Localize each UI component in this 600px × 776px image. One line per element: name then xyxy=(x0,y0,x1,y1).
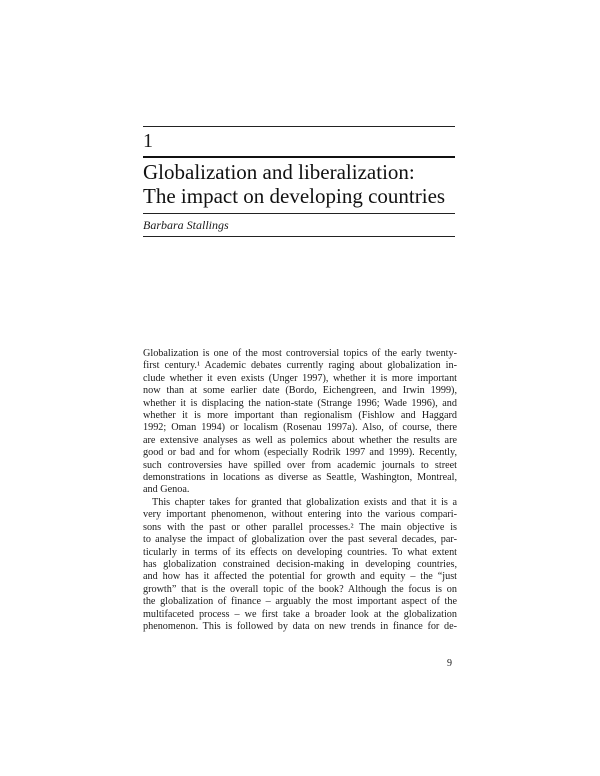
text-line: clude whether it even exists (Unger 1997), whether it is more important xyxy=(143,372,457,384)
text-line: Globalization is one of the most controversial topics of the early twenty- xyxy=(143,348,457,359)
paragraph xyxy=(143,348,457,497)
text-line: and Genoa. xyxy=(143,484,190,496)
text-line: and how has it affected the potential for growth and equity – the “just xyxy=(143,571,457,583)
text-line: whether it is displacing the nation-state (Strange 1996; Wade 1996), and xyxy=(143,397,457,409)
text-line: multifaceted process – we first take a broader look at the globalization xyxy=(143,608,457,620)
text-line: ticularly in terms of its effects on developing countries. To what extent xyxy=(143,546,457,558)
body-text xyxy=(143,348,457,633)
text-line: sons with the past or other parallel processes.² The main objective is xyxy=(143,521,457,533)
text-line: first century.¹ Academic debates currently raging about globalization in- xyxy=(143,360,457,372)
chapter-title-line: Globalization and liberalization: xyxy=(143,160,415,184)
paragraph xyxy=(143,497,457,633)
chapter-rule xyxy=(143,156,455,158)
text-line: whether it is more important than regionalism (Fishlow and Haggard xyxy=(143,410,457,422)
text-line: growth” that is the overall topic of the book? Although the focus is on xyxy=(143,583,457,595)
page-number: 9 xyxy=(447,658,452,669)
chapter-title xyxy=(143,160,463,208)
text-line: This chapter takes for granted that globalization exists and that it is a xyxy=(152,496,457,508)
text-line: good or bad and for whom (especially Rodrik 1997 and 1999). Recently, xyxy=(143,447,457,459)
text-line: such controversies have spilled over from academic journals to street xyxy=(143,459,457,471)
text-line: very important phenomenon, without entering into the various compari- xyxy=(143,509,457,521)
title-rule xyxy=(143,213,455,214)
text-line: has globalization constrained decision-making in developing countries, xyxy=(143,558,457,570)
text-line: phenomenon. This is followed by data on new trends in finance for de- xyxy=(143,620,457,632)
top-rule xyxy=(143,126,455,127)
text-line: 1992; Oman 1994) or localism (Rosenau 1997a). Also, of course, there xyxy=(143,422,457,434)
chapter-number: 1 xyxy=(143,130,153,152)
text-line: now than at some earlier date (Bordo, Eichengreen, and Irwin 1999), xyxy=(143,385,457,397)
author-name: Barbara Stallings xyxy=(143,218,229,232)
text-line: the globalization of finance – arguably the most important aspect of the xyxy=(143,596,457,608)
chapter-title-line: The impact on developing countries xyxy=(143,184,446,208)
text-line: demonstrations in locations as diverse as Seattle, Washington, Montreal, xyxy=(143,472,457,484)
author-rule xyxy=(143,236,455,237)
text-line: are extensive analyses as well as polemics about whether the results are xyxy=(143,434,457,446)
text-line: to analyse the impact of globalization over the past several decades, par- xyxy=(143,534,457,546)
